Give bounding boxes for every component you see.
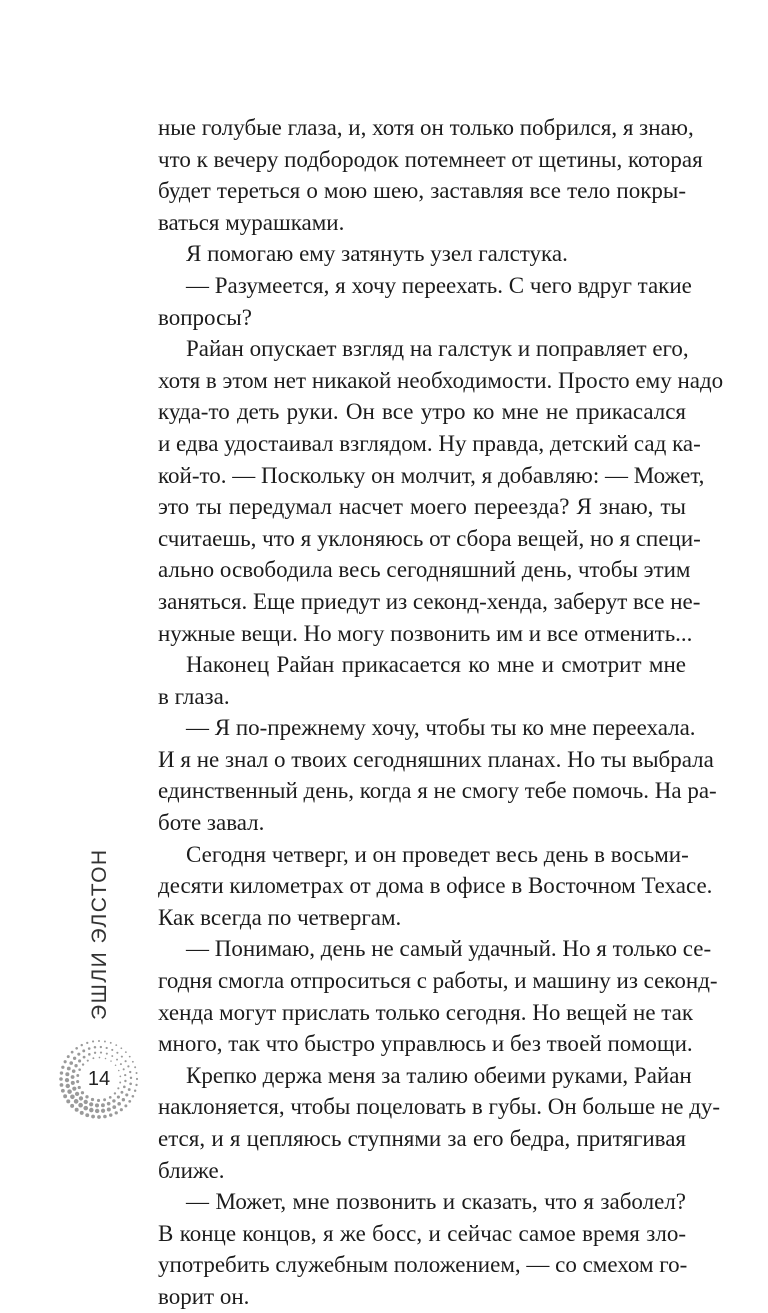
text-line: единственный день, когда я не смогу тебе помочь. На ра- xyxy=(158,778,717,804)
text-line: и едва удостаивал взглядом. Ну правда, детский сад ка- xyxy=(158,430,701,456)
text-line: хотя в этом нет никакой необходимости. Просто ему надо xyxy=(158,367,724,393)
text-line: заняться. Еще приедут из секонд-хенда, заберут все не- xyxy=(158,588,701,614)
text-line: в глаза. xyxy=(158,683,230,709)
text-line: наклоняется, чтобы поцеловать в губы. Он больше не ду- xyxy=(158,1094,721,1120)
text-line: ближе. xyxy=(158,1157,225,1183)
text-line: вопросы? xyxy=(158,304,252,330)
text-line: Как всегда по четвергам. xyxy=(158,904,402,930)
text-line: Наконец Райан прикасается ко мне и смотрит мне xyxy=(186,652,686,678)
text-line: ворит он. xyxy=(158,1283,250,1309)
text-line: куда-то деть руки. Он все утро ко мне не прикасался xyxy=(158,399,686,425)
text-line: Райан опускает взгляд на галстук и поправляет его, xyxy=(186,336,689,362)
text-line: Я помогаю ему затянуть узел галстука. xyxy=(186,241,568,267)
body-text xyxy=(158,112,724,1313)
text-line: кой-то. — Поскольку он молчит, я добавляю: — Может, xyxy=(158,462,705,488)
text-line: ные голубые глаза, и, хотя он только побрился, я знаю, xyxy=(158,115,694,140)
text-line: ется, и я цепляюсь ступнями за его бедра, притягивая xyxy=(158,1126,686,1151)
text-line: десяти километрах от дома в офисе в Восточном Техасе. xyxy=(158,873,713,899)
text-line: — Я по-прежнему хочу, чтобы ты ко мне переехала. xyxy=(186,715,696,741)
author-running-head: ЭШЛИ ЭЛСТОН xyxy=(88,848,111,1020)
text-line: — Понимаю, день не самый удачный. Но я только се- xyxy=(186,936,712,962)
text-line: годня смогла отпроситься с работы, и машину из секонд- xyxy=(158,968,718,994)
text-line: считаешь, что я уклоняюсь от сбора вещей, но я специ- xyxy=(158,525,701,551)
text-line: много, так что быстро управлюсь и без твоей помощи. xyxy=(158,1031,693,1057)
page-number-badge xyxy=(54,1034,144,1124)
text-line: что к вечеру подбородок потемнеет от щетины, которая xyxy=(158,146,703,172)
page-number: 14 xyxy=(87,1068,111,1090)
text-line: — Разумеется, я хочу переехать. С чего вдруг такие xyxy=(186,272,692,298)
text-line: ально освободила весь сегодняшний день, чтобы этим xyxy=(158,557,691,583)
text-line: Сегодня четверг, и он проведет весь день в восьми- xyxy=(186,841,689,867)
text-line: ваться мурашками. xyxy=(158,209,345,235)
text-line: употребить служебным положением, — со смехом го- xyxy=(158,1252,688,1278)
text-line: боте завал. xyxy=(158,810,265,836)
text-line: — Может, мне позвонить и сказать, что я заболел? xyxy=(186,1189,686,1215)
text-line: Крепко держа меня за талию обеими руками, Райан xyxy=(186,1062,692,1088)
text-line: будет тереться о мою шею, заставляя все тело покры- xyxy=(158,178,686,204)
text-line: нужные вещи. Но могу позвонить им и все отменить... xyxy=(158,620,693,646)
text-line: это ты передумал насчет моего переезда? Я знаю, ты xyxy=(158,494,686,520)
text-line: И я не знал о твоих сегодняшних планах. Но ты выбрала xyxy=(158,746,714,772)
text-line: В конце концов, я же босс, и сейчас самое время зло- xyxy=(158,1220,686,1246)
text-line: хенда могут прислать только сегодня. Но вещей не так xyxy=(158,999,694,1025)
